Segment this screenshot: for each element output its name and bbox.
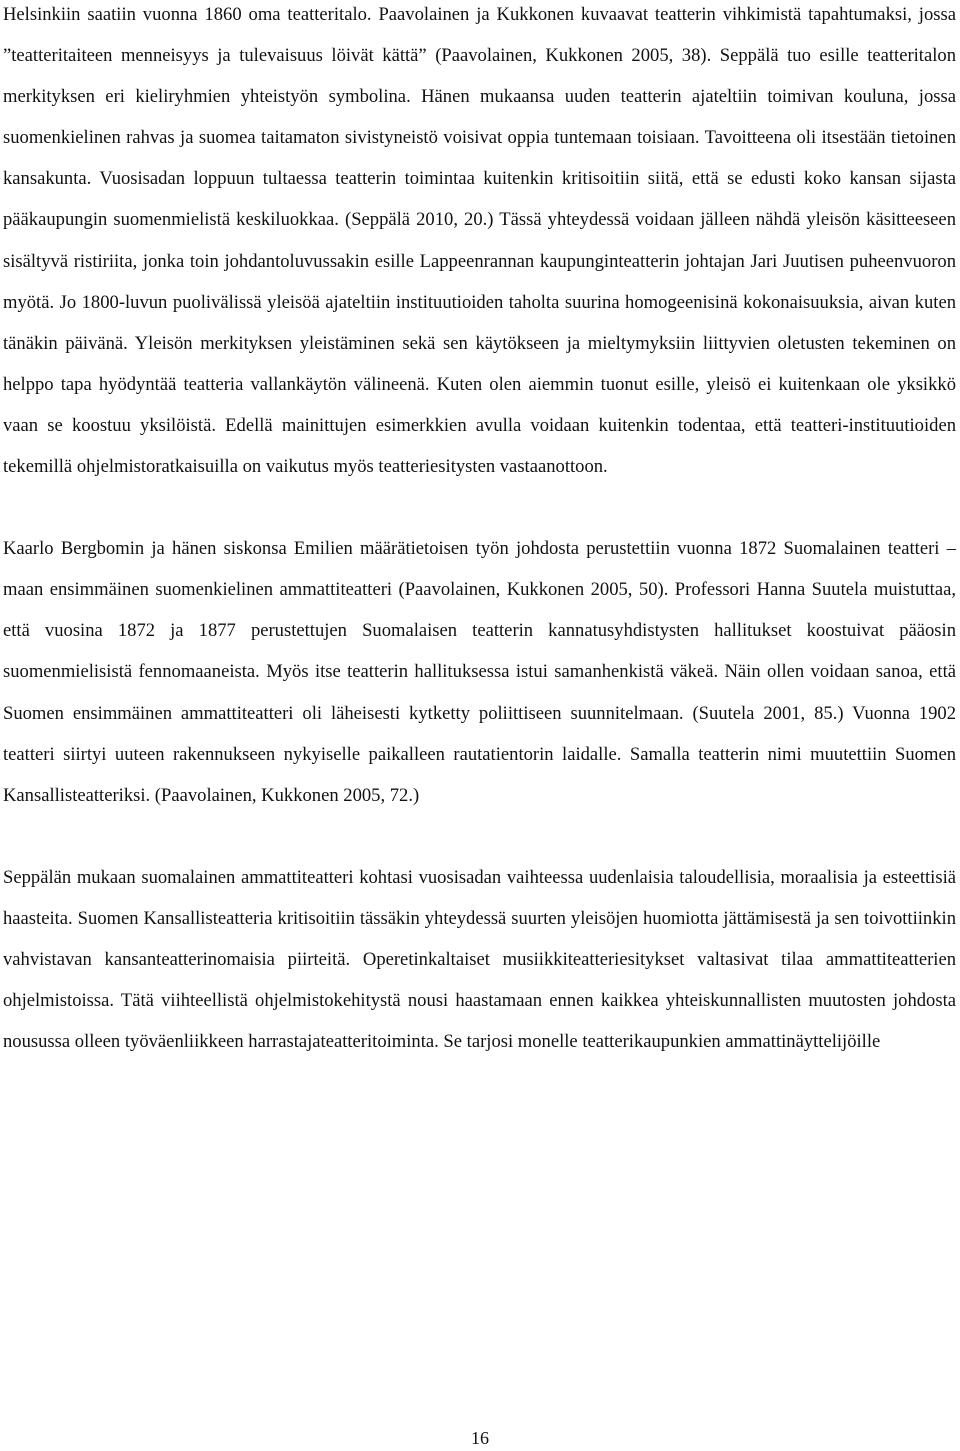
paragraph-bergbom-finnish-theatre: Kaarlo Bergbomin ja hänen siskonsa Emilien määrätietoisen työn johdosta perustettiin vuonna 1872 Suomalainen teatteri – maan ensimmäinen suomenkielinen ammattiteatteri (Paavolainen, Kukkonen 2005, 50). Professori Hanna Suutela muistuttaa, että vuosina 1872 ja 1877 perustettujen Suomalaisen teatterin kannatusyhdistysten hallitukset koostuivat pääosin suomenmielisistä fennomaaneista. Myös itse teatterin hallituksessa istui samanhenkistä väkeä. Näin ollen voidaan sanoa, että Suomen ensimmäinen ammattiteatteri oli läheisesti kytketty poliittiseen suunnitelmaan. (Suutela 2001, 85.) Vuonna 1902 teatteri siirtyi uuteen rakennukseen nykyiselle paikalleen rautatientorin laidalle. Samalla teatterin nimi muutettiin Suomen Kansallisteatteriksi. (Paavolainen, Kukkonen 2005, 72.) [3, 538, 956, 806]
paragraph-seppala-professional-theatre: Seppälän mukaan suomalainen ammattiteatteri kohtasi vuosisadan vaihteessa uudenlaisia taloudellisia, moraalisia ja esteettisiä haasteita. Suomen Kansallisteatteria kritisoitiin tässäkin yhteydessä suurten yleisöjen huomiotta jättämisestä ja sen toivottiinkin vahvistavan kansanteatterinomaisia piirteitä. Operetinkaltaiset musiikkiteatteriesitykset valtasivat tilaa ammattiteatterien ohjelmistoissa. Tätä viihteellistä ohjelmistokehitystä nousi haastamaan ennen kaikkea yhteiskunnallisten muutosten johdosta nousussa olleen työväenliikkeen harrastajateatteritoiminta. Se tarjosi monelle teatterikaupunkien ammattinäyttelijöille [3, 866, 956, 1053]
document-page [3, 0, 956, 1062]
paragraph-helsinki-theatre: Helsinkiin saatiin vuonna 1860 oma teatteritalo. Paavolainen ja Kukkonen kuvaavat teatterin vihkimistä tapahtumaksi, jossa ”teatteritaiteen menneisyys ja tulevaisuus löivät kättä” (Paavolainen, Kukkonen 2005, 38). Seppälä tuo esille teatteritalon merkityksen eri kieliryhmien yhteistyön symbolina. Hänen mukaansa uuden teatterin ajateltiin toimivan kouluna, jossa suomenkielinen rahvas ja suomea taitamaton sivistyneistö voisivat oppia tuntemaan toisiaan. Tavoitteena oli itsestään tietoinen kansakunta. Vuosisadan loppuun tultaessa teatterin toimintaa kuitenkin kritisoitiin siitä, että se edusti koko kansan sijasta pääkaupungin suomenmielistä keskiluokkaa. (Seppälä 2010, 20.) Tässä yhteydessä voidaan jälleen nähdä yleisön käsitteeseen sisältyvä ristiriita, jonka toin johdantoluvussakin esille Lappeenrannan kaupunginteatterin johtajan Jari Juutisen puheenvuoron myötä. Jo 1800-luvun puolivälissä yleisöä ajateltiin instituutioiden taholta suurina homogeenisinä kokonaisuuksia, aivan kuten tänäkin päivänä. Yleisön merkityksen yleistäminen sekä sen käytökseen ja mieltymyksiin liittyvien oletusten tekeminen on helppo tapa hyödyntää teatteria vallankäytön välineenä. Kuten olen aiemmin tuonut esille, yleisö ei kuitenkaan ole yksikkö vaan se koostuu yksilöistä. Edellä mainittujen esimerkkien avulla voidaan kuitenkin todentaa, että teatteri-instituutioiden tekemillä ohjelmistoratkaisuilla on vaikutus myös teatteriesitysten vastaanottoon. [3, 4, 956, 478]
page-number: 16 [471, 1428, 489, 1448]
